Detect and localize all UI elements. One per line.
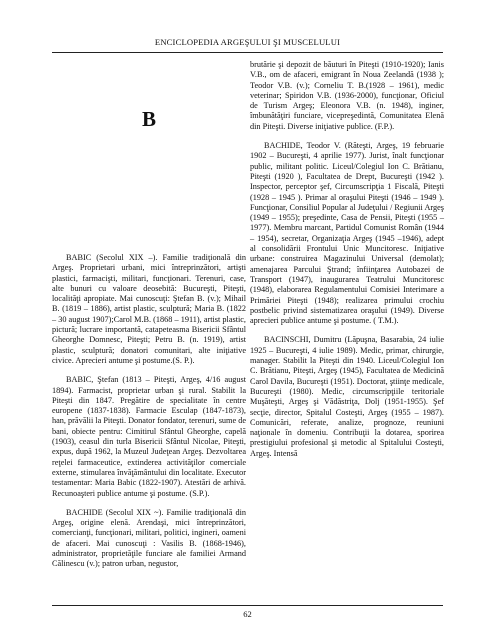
right-column <box>250 60 444 468</box>
page-number: 62 <box>243 609 252 619</box>
entry-bachide-family: BACHIDE (Secolul XIX ~). Familie tradiţională din Argeş, origine elenă. Arendaşi, mici întreprinzători, comercianţi, funcţionari, militari, politici, ingineri, oameni de afaceri. Mai cunoscuţi : Vasilis B. (1868-1946), administrator, proprietăţile funciare ale familiei Armand Călinescu (v.); patron urban, negustor, <box>52 507 246 569</box>
entry-babic-family: BABIC (Secolul XIX –). Familie tradiţională din Argeş. Proprietari urbani, mici întreprinzători, artişti plastici, farmacişti, militari, funcţionari. Terenuri, case, alte bunuri cu valoare deosebită: Bucureşti, Piteşti, localităţi apropiate. Mai cunoscuţi: Ştefan B. (v.); Mihail B. (1819 – 1886), artist plastic, sculptură; Maria B. (1822 – 30 august 1907);Carol M.B. (1868 – 1911), artist plastic, pictură; lucrare importantă, catapeteasma Bisericii Sfântul Gheorghe Domnesc, Piteşti; Petru B. (n. 1919), artist plastic, sculptură; donatori comunitari, alte iniţiative civice. Aprecieri antume şi postume.(S. P.). <box>52 253 246 365</box>
running-header: ENCICLOPEDIA ARGEŞULUI ŞI MUSCELULUI <box>154 37 341 47</box>
section-letter: B <box>141 106 156 131</box>
entry-bachide-teodor: BACHIDE, Teodor V. (Răteşti, Argeş, 19 februarie 1902 – Bucureşti, 4 aprilie 1977). Jurist, înalt funcţionar public, militant politic. Liceul/Colegiul Ion C. Brătianu, Piteşti (1920 ), Facultatea de Drept, Bucureşti (1942 ). Inspector, perceptor şef, Circumscripţia 1 Fiscală, Piteşti (1928 – 1945 ). Primar al oraşului Piteşti (1946 – 1949 ). Funcţionar, Consiliul Popular al Judeţului / Regiunii Argeş (1949 – 1955); preşedinte, Casa de Pensii, Piteşti (1955 –1977). Membru marcant, Partidul Comunist Român (1944 – 1954), secretar, Organizaţia Argeş (1945 –1946), adept al consolidării Frontului Unic Muncitoresc. Iniţiative urbane: construirea Magazinului Universal (demolat); amenajarea Parcului Ştrand; înfiinţarea Autobazei de Transport (1947), inaugurarea Teatrului Muncitoresc (1948), elaborarea Regulamentului Comisiei Interimare a Primăriei Piteşti (1948); realizarea primului crochiu postbelic privind sistematizarea oraşului (1949). Diverse aprecieri publice antume şi postume. ( T.M.). <box>250 141 444 326</box>
entry-bachide-family-continued: brutărie şi depozit de băuturi în Piteşti (1910-1920); Ianis V.B., om de afaceri, emigrant în Noua Zeelandă (1938 ); Teodor V.B. (v.); Corneliu T. B.(1928 – 1961), medic veterinar; Spiridon V.B. (1936-2000), funcţionar, Oficiul de Turism Argeş; Eleonora V.B. (n. 1948), inginer, îmbunătăţiri funciare, vicepreşedintă, Comunitatea Elenă din Piteşti. Diverse iniţiative publice. (F.P.). <box>250 60 444 131</box>
left-column <box>52 60 246 579</box>
section-letter-box <box>52 60 246 178</box>
header-rule <box>52 52 443 53</box>
entry-babic-stefan: BABIC, Ştefan (1813 – Piteşti, Argeş, 4/16 august 1894). Farmacist, proprietar urban şi rural. Stabilit la Piteşti din 1847. Pregătire de specialitate în centre europene (1837-1838). Farmacie Esculap (1847-1873), han, prăvălii la Piteşti. Donator fondator, terenuri, sume de bani, obiecte pentru: Cimitirul Sfântul Gheorghe, capelă (1903), ceasul din turla Bisericii Sfântul Nicolae, Piteşti, expus, după 1962, la Muzeul Judeţean Argeş. Dezvoltarea reţelei farmaceutice, extinderea activităţilor comerciale externe, stimularea învăţământului din localitate. Executor testamentar: Maria Babic (1822-1907). Atestări de arhivă. Recunoaşteri publice antume şi postume. (S.P.). <box>52 375 246 498</box>
footer-rule <box>52 605 443 606</box>
entry-bacinschi-dumitru: BACINSCHI, Dumitru (Lăpuşna, Basarabia, 24 iulie 1925 – Bucureşti, 4 iulie 1989). Medic, primar, chirurgie, manager. Stabilit la Piteşti din 1940. Liceul/Colegiul Ion C. Brătianu, Piteşti, Argeş (1945), Facultatea de Medicină Carol Davila, Bucureşti (1951). Doctorat, ştiinţe medicale, Bucureşti (1980). Medic, circumscripţiile teritoriale Muşăteşti, Argeş şi Vădăstriţa, Dolj (1951-1955). Şef secţie, director, Spitalul Costeşti, Argeş (1955 – 1987). Comunicări, referate, analize, prognoze, reuniuni naţionale în domeniu. Contribuţii la dotarea, sporirea prestigiului profesional şi metodic al Spitalului Costeşti, Argeş. Intensă <box>250 335 444 458</box>
